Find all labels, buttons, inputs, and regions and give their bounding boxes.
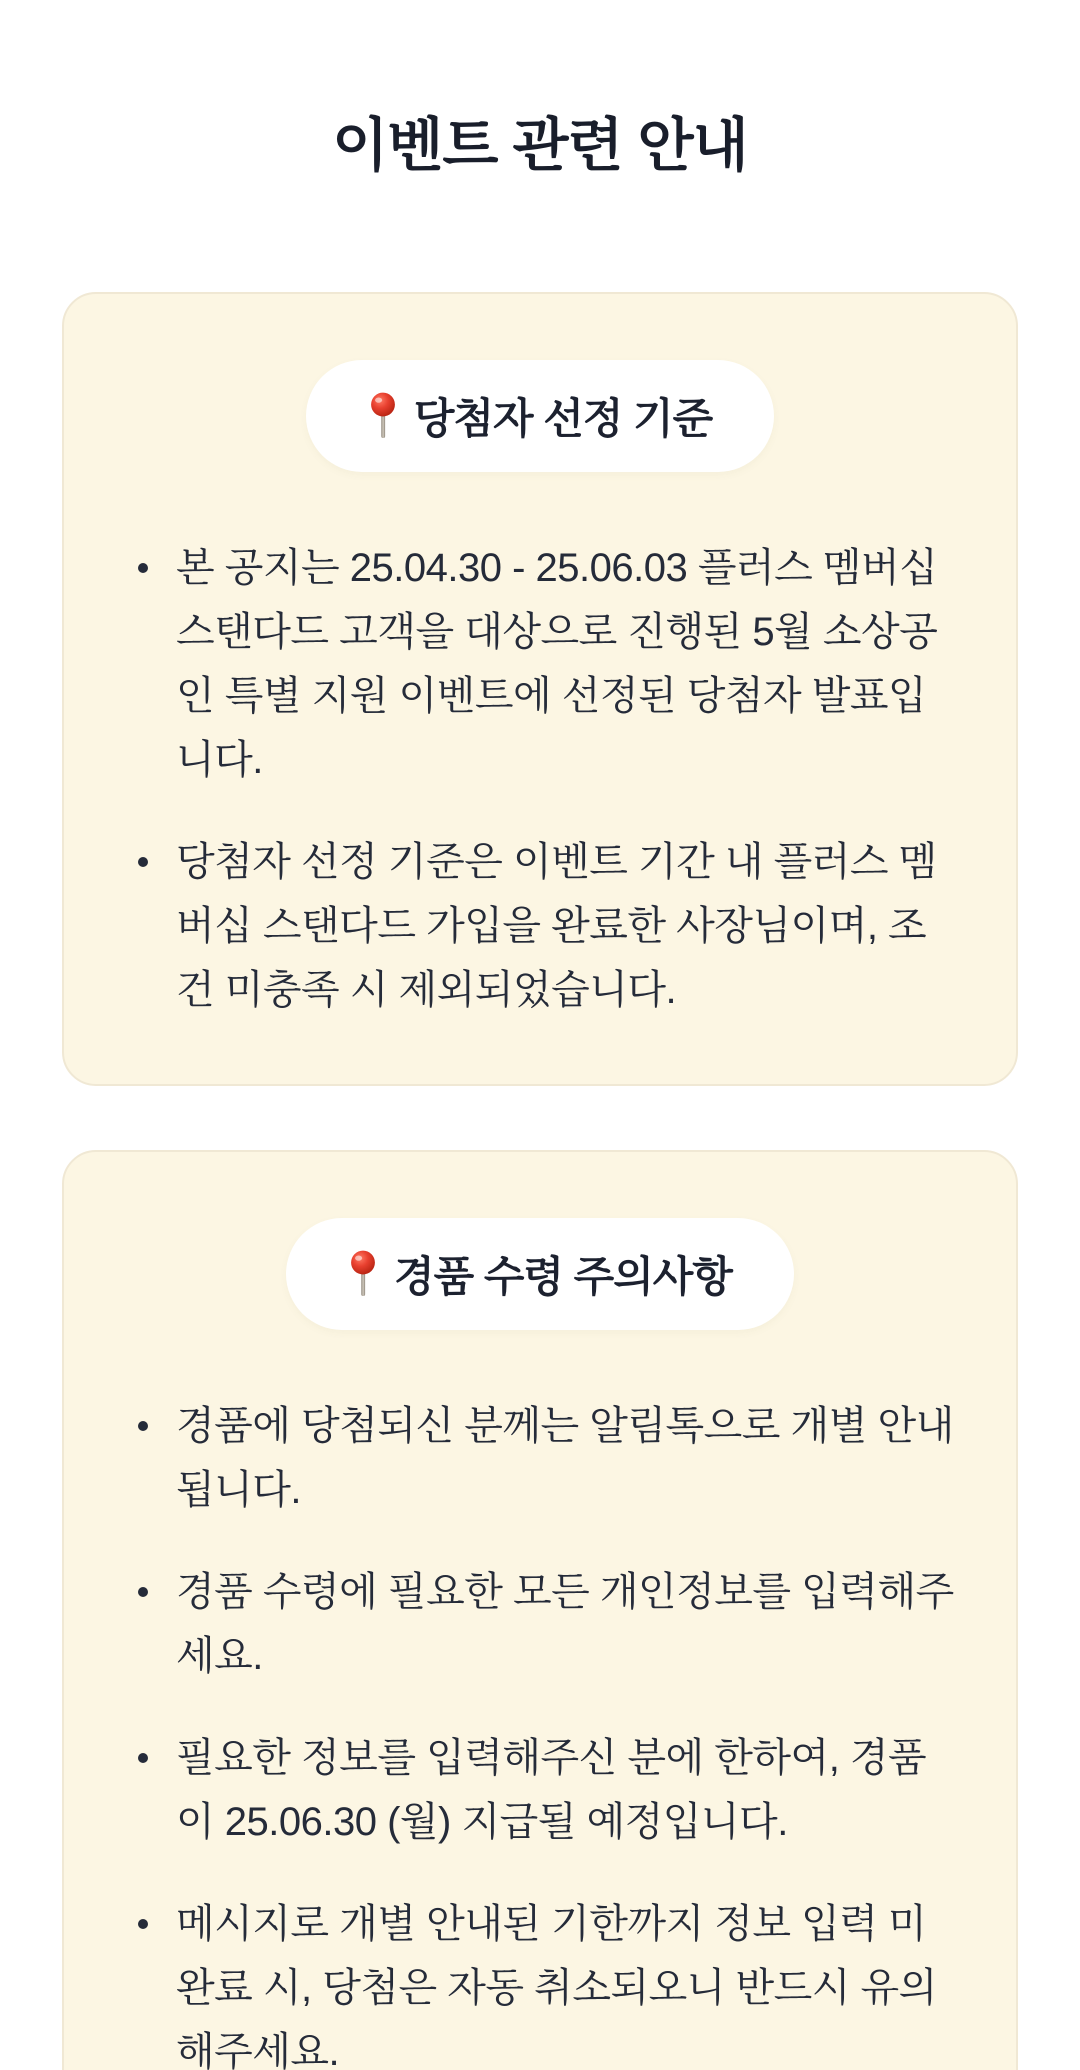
bullet-dot — [138, 1919, 148, 1929]
list-item-text: 메시지로 개별 안내된 기한까지 정보 입력 미완료 시, 당첨은 자동 취소되오니 반드시 유의해주세요. — [176, 1902, 937, 2070]
list-item — [134, 1726, 964, 1854]
round-pushpin-icon — [348, 1249, 378, 1299]
bullet-list-winner-criteria — [108, 536, 972, 1022]
list-item — [134, 1394, 964, 1522]
bullet-dot — [138, 563, 148, 573]
list-item-text: 경품에 당첨되신 분께는 알림톡으로 개별 안내됩니다. — [176, 1404, 954, 1512]
badge-label: 경품 수령 주의사항 — [394, 1253, 732, 1300]
notice-card-prize-precautions — [62, 1150, 1018, 2070]
list-item — [134, 830, 964, 1022]
bullet-list-prize-precautions — [108, 1394, 972, 2070]
list-item-text: 본 공지는 25.04.30 - 25.06.03 플러스 멤버십 스탠다드 고객을 대상으로 진행된 5월 소상공인 특별 지원 이벤트에 선정된 당첨자 발표입니다. — [176, 546, 938, 782]
bullet-dot — [138, 857, 148, 867]
list-item — [134, 1892, 964, 2070]
list-item-text: 필요한 정보를 입력해주신 분에 한하여, 경품이 25.06.30 (월) 지급될 예정입니다. — [176, 1736, 927, 1844]
card-badge-winner-criteria — [306, 360, 774, 472]
card-badge-prize-precautions — [286, 1218, 794, 1330]
bullet-dot — [138, 1421, 148, 1431]
round-pushpin-icon — [368, 391, 398, 441]
list-item-text: 당첨자 선정 기준은 이벤트 기간 내 플러스 멤버십 스탠다드 가입을 완료한 사장님이며, 조건 미충족 시 제외되었습니다. — [176, 840, 937, 1012]
page-title: 이벤트 관련 안내 — [332, 113, 748, 178]
bullet-dot — [138, 1587, 148, 1597]
bullet-dot — [138, 1753, 148, 1763]
list-item — [134, 1560, 964, 1688]
badge-label: 당첨자 선정 기준 — [413, 395, 713, 442]
list-item-text: 경품 수령에 필요한 모든 개인정보를 입력해주세요. — [176, 1570, 954, 1678]
list-item — [134, 536, 964, 792]
notice-card-winner-criteria — [62, 292, 1018, 1086]
